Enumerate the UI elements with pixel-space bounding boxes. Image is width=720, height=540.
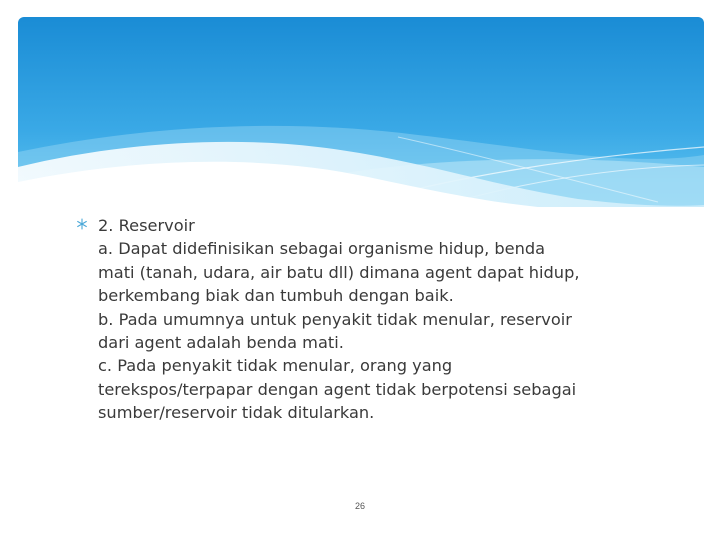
- text-line: c. Pada penyakit tidak menular, orang yang: [98, 356, 453, 376]
- bullet-text: [98, 214, 676, 425]
- header-banner: [18, 17, 704, 207]
- content-area: [76, 214, 676, 425]
- text-line: terekspos/terpapar dengan agent tidak berpotensi sebagai: [98, 379, 577, 399]
- bullet-item: [76, 214, 676, 425]
- asterisk-icon: [76, 218, 88, 230]
- text-line: dari agent adalah benda mati.: [98, 333, 344, 353]
- text-line: berkembang biak dan tumbuh dengan baik.: [98, 286, 454, 306]
- text-line: 2. Reservoir: [98, 216, 195, 235]
- text-line: mati (tanah, udara, air batu dll) dimana agent dapat hidup,: [98, 262, 580, 282]
- wave-decoration: [18, 17, 704, 207]
- text-line: a. Dapat didefinisikan sebagai organisme hidup, benda: [98, 239, 546, 259]
- text-line: b. Pada umumnya untuk penyakit tidak menular, reservoir: [98, 309, 572, 329]
- text-line: sumber/reservoir tidak ditularkan.: [98, 403, 375, 423]
- page-number: 26: [354, 501, 365, 511]
